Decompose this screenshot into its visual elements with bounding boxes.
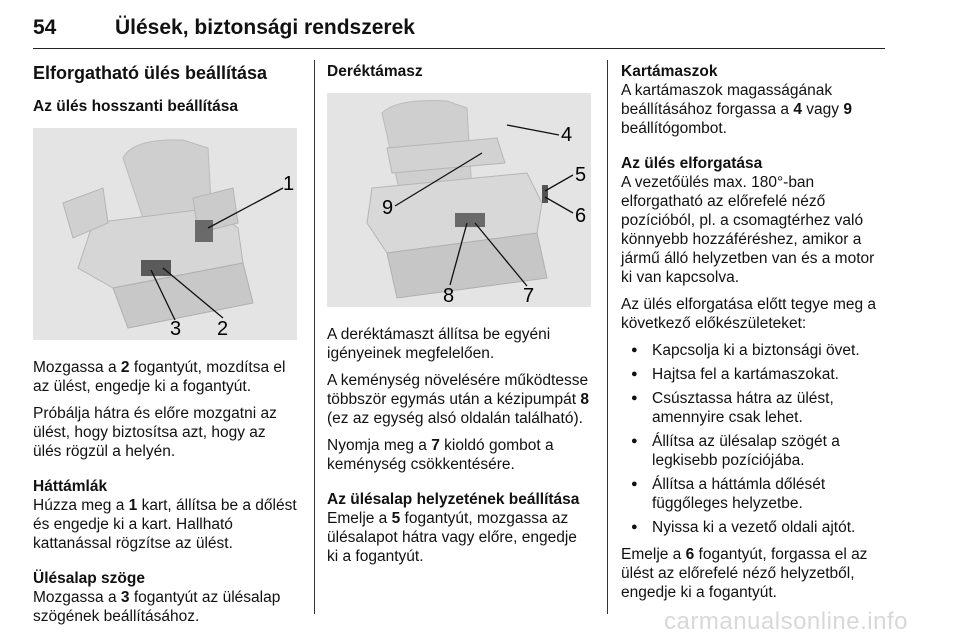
list-item: ● Hajtsa fel a kartámaszokat. xyxy=(621,365,887,384)
heading-seat-base: Az ülésalap helyzetének beállítása xyxy=(327,491,580,508)
paragraph-3: Nyomja meg a 7 kioldó gombot a keménység csökkentésére. xyxy=(327,437,554,473)
fig-label-8: 8 xyxy=(443,285,455,307)
paragraph-4: Emelje a 5 fogantyút, mozgassa az ülésalapot hátra vagy előre, engedje ki a fogantyút. xyxy=(327,510,577,565)
watermark: carmanualsonline.info xyxy=(664,608,908,635)
paragraph-4: Mozgassa a 3 fogantyút az ülésalap szögének beállításához. xyxy=(33,589,281,625)
fig-label-2: 2 xyxy=(217,318,229,340)
paragraph-1: A deréktámaszt állítsa be egyéni igényeinek megfelelően. xyxy=(327,326,551,362)
column-2 xyxy=(327,62,591,574)
paragraph-4: Emelje a 6 fogantyút, forgassa el az ülést az előrefelé néző helyzetből, engedje ki a fogantyút. xyxy=(621,546,868,601)
heading-armrests: Kartámaszok xyxy=(621,63,718,80)
paragraph-1: Mozgassa a 2 fogantyút, mozdítsa el az ülést, engedje ki a fogantyút. xyxy=(33,359,286,395)
fig-label-5: 5 xyxy=(575,164,587,186)
paragraph-3: Az ülés elforgatása előtt tegye meg a következő előkészületeket: xyxy=(621,296,877,332)
preparation-list xyxy=(621,341,887,537)
column-divider-1 xyxy=(314,60,315,614)
paragraph-2: A keménység növelésére működtesse többször egymás után a kézipumpát 8 (ez az egység alsó oldalán található). xyxy=(327,372,589,427)
fig-label-3: 3 xyxy=(170,318,182,340)
fig-label-1: 1 xyxy=(283,173,295,195)
column-3 xyxy=(621,62,887,610)
paragraph-2: Próbálja hátra és előre mozgatni az ülést, hogy biztosítsa azt, hogy az ülés rögzül a helyén. xyxy=(33,405,277,460)
paragraph-3: Húzza meg a 1 kart, állítsa be a dőlést és engedje ki a kart. Hallható kattanással rögzítse az ülést. xyxy=(33,497,297,552)
list-item: ● Csúsztassa hátra az ülést, amennyire csak lehet. xyxy=(621,389,887,427)
page-title: Ülések, biztonsági rendszerek xyxy=(115,16,415,39)
heading-seat-angle: Ülésalap szöge xyxy=(33,570,145,587)
column-divider-2 xyxy=(607,60,608,614)
heading-longitudinal: Az ülés hosszanti beállítása xyxy=(33,98,239,115)
section-title: Elforgatható ülés beállítása xyxy=(33,63,268,83)
page-header xyxy=(33,14,885,49)
column-1 xyxy=(33,97,297,634)
paragraph-1: A kartámaszok magasságának beállításához forgassa a 4 vagy 9 beállítógombot. xyxy=(621,82,852,137)
fig-label-9: 9 xyxy=(382,197,394,219)
seat-figure-2 xyxy=(327,93,591,307)
fig-label-7: 7 xyxy=(523,285,535,307)
heading-rotation: Az ülés elforgatása xyxy=(621,155,763,172)
seat-figure-1 xyxy=(33,128,297,340)
list-item: ● Állítsa a háttámla dőlését függőleges helyzetbe. xyxy=(621,475,887,513)
fig-label-6: 6 xyxy=(575,205,587,227)
list-item: ● Nyissa ki a vezető oldali ajtót. xyxy=(621,518,887,537)
heading-backrest: Háttámlák xyxy=(33,478,108,495)
list-item: ● Kapcsolja ki a biztonsági övet. xyxy=(621,341,887,360)
heading-lumbar: Deréktámasz xyxy=(327,63,423,80)
page-number: 54 xyxy=(33,16,57,39)
paragraph-2: A vezetőülés max. 180°-ban elforgatható az előrefelé néző pozícióból, pl. a csomagtérhez való könnyebb hozzáféréshez, amikor a jármű álló helyzetben van és a motor ki van kapcsolva. xyxy=(621,174,875,286)
fig-label-4: 4 xyxy=(561,124,573,146)
list-item: ● Állítsa az ülésalap szögét a legkisebb pozíciójába. xyxy=(621,432,887,470)
